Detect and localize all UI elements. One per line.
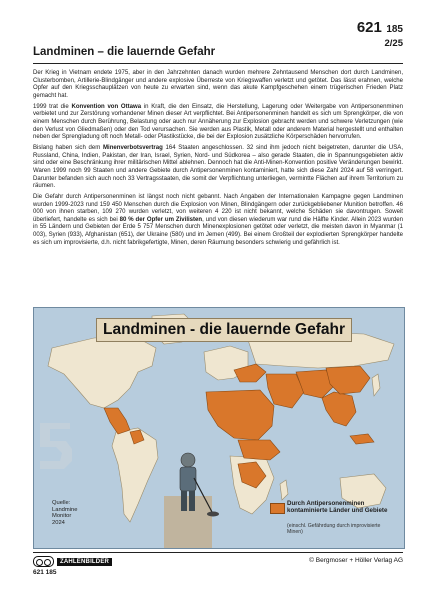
landmine-world-map: [33, 307, 405, 549]
paragraph-text: in Kraft, die den Einsatz, die Herstellung, Lagerung oder Weitergabe von Antipersonenminen verbietet und zur Zerstörung vorhandener Minen dieser Art verpflichtet. Bei Antipersonenminen handelt es sich um Sprengkörper, die von einem Menschen durch Berührung, Belastung oder auch nur Annäherung zur Explosion gebracht werden und schwere Verletzungen (wie den Verlust von Gliedmaßen) oder den Tod verursachen. Sie werden aus Plastik, Metall oder anderem Material hergestellt und enthalten neben der Sprengladung oft noch Metall- oder Plastikstücke, die bei der Explosion zusätzliche Körperschäden hervorrufen.: [33, 103, 403, 141]
legend-swatch-contaminated: [270, 503, 285, 514]
paragraph-text: Die Gefahr durch Antipersonenminen ist längst noch nicht gebannt. Nach Angaben der Internationalen Kampagne gegen Landminen wurden 1999-2023 rund 159 450 Menschen durch die Explosion von Minen, Blindgängern oder zurückgebliebener Munition betroffen. 46 000 von ihnen starben, 109 270 wurden verletzt, von weiteren 4 220 ist nicht bekannt, welche Schäden sie davontrugen. Soweit überliefert, handelte es sich bei: [33, 194, 403, 223]
paragraph-4: [33, 194, 403, 247]
paragraph-1: [33, 70, 403, 100]
map-source: [52, 500, 77, 526]
legend-label: Durch Antipersonenminen kontaminierte Länder und Gebiete: [287, 500, 388, 514]
source-line: Monitor: [52, 513, 72, 520]
legend-note: (einschl. Gefährdung durch improvisierte Minen): [287, 523, 381, 535]
source-line: 2024: [52, 519, 65, 526]
emphasis-ottawa: Konvention von Ottawa: [71, 103, 142, 110]
paragraph-text: , und von diesen wiederum war rund die Hälfte Kinder. Allein 2023 wurden in 55 Ländern und Gebieten der Erde 5 757 Menschen durch Minenexplosionen getötet oder verletzt, die meisten davon in Myanmar (1 003), Syrien (933), Afghanistan (651), der Ukraine (580) und im Jemen (499). Bei einem Großteil der explodierten Sprengkörper handelte es sich um improvisierte, d.h. nicht fabrikgefertigte, Minen, deren Räumung besonders schwierig und gefährlich ist.: [33, 216, 403, 246]
document-number-suffix: 185: [386, 24, 403, 35]
map-title: Landminen - die lauernde Gefahr: [96, 318, 352, 342]
paragraph-text: Bislang haben sich dem: [33, 145, 103, 152]
source-line: Quelle:: [52, 500, 71, 506]
title-divider: [33, 63, 403, 64]
paragraph-3: [33, 145, 403, 191]
page-title: Landminen – die lauernde Gefahr: [33, 46, 216, 58]
paragraph-text: 1999 trat die: [33, 103, 72, 110]
sheet-indicator: 2/25: [384, 38, 403, 49]
brand: [33, 556, 112, 567]
footer-number: 621 185: [33, 569, 57, 576]
paragraph-2: [33, 104, 403, 142]
publisher: © Bergmoser + Höller Verlag AG: [309, 557, 403, 564]
brand-label: ZAHLENBILDER: [57, 558, 112, 566]
source-line: Landmine: [52, 506, 78, 513]
paragraph-text: 164 Staaten angeschlossen. 32 sind ihm jedoch nicht beigetreten, darunter die USA, Russland, China, Indien, Pakistan, der Iran, Israel, Syrien, Nord- und Südkorea – also gerade Staaten, die in Spannungsgebieten aktiv sind oder eine Beschränkung ihrer militärischen Mittel ablehnen. Dennoch hat die Anti-Minen-Konvention positive Veränderungen bewirkt. Waren 1999 noch 99 Staaten und andere Gebiete durch Antipersonenminen kontaminiert, hatte sich diese Zahl 2024 auf 58 verringert. Darunter befanden sich auch noch 33 Vertragsstaaten, die somit der Verpflichtung unterliegen, vermintte Flächen auf ihrem Territorium zu räumen.: [33, 145, 403, 190]
paragraph-text: Der Krieg in Vietnam endete 1975, aber in den Jahrzehnten danach wurden mehrere Zehntausend Menschen dort durch Landminen, Clusterbomben, Artillerie-Blindgänger und andere explosive Überreste von Kriegswaffen verletzt und getötet. Das lässt erahnen, welche Opfer auf den Kriegsschauplätzen von heute zu erwarten sind, wenn das akute Kampfgeschehen einem trügerischen Frieden Platz gemacht hat.: [33, 70, 403, 99]
emphasis-civilians: 80 % der Opfer um Zivilisten: [119, 216, 203, 223]
brand-logo-icon: [33, 556, 54, 567]
document-number: [357, 20, 403, 49]
article-body: [33, 70, 403, 251]
deminer-figure: [164, 453, 219, 548]
emphasis-treaty: Minenverbotsvertrag: [102, 145, 163, 152]
footer-divider: [33, 552, 403, 553]
document-number-main: 621: [356, 19, 382, 36]
